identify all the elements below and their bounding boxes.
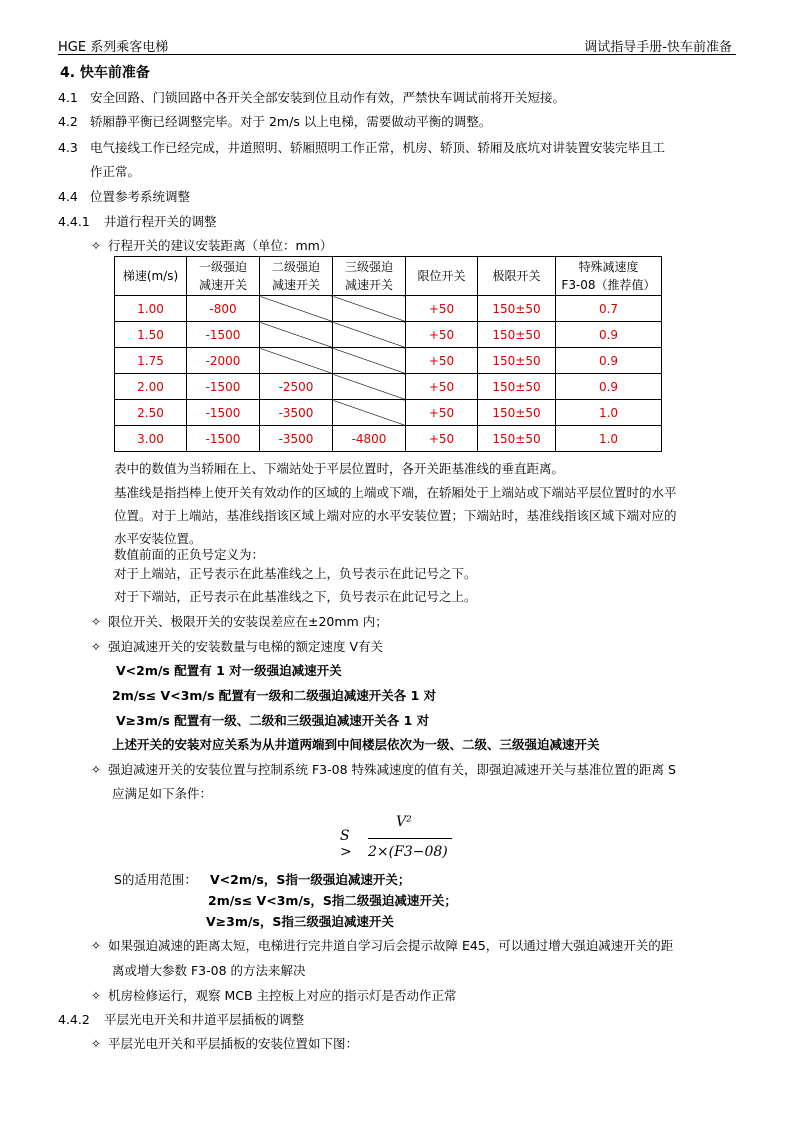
item-number: 4.4.2 [58, 1012, 90, 1027]
table-cell: 1.00 [115, 296, 187, 322]
speed-rule-3: V≥3m/s 配置有一级、二级和三级强迫减速开关各 1 对 [116, 713, 430, 728]
table-row [115, 296, 662, 322]
note-line: 位置。对于上端站，基准线指该区域上端对应的水平安装位置；下端站时，基准线指该区域下端对应的 [114, 508, 677, 523]
table-row [115, 348, 662, 374]
item-text: 轿厢静平衡已经调整完毕。对于 2m/s 以上电梯，需要做动平衡的调整。 [90, 114, 492, 129]
item-4-3-cont: 作正常。 [90, 164, 141, 179]
bullet-tolerance [84, 612, 388, 630]
table-row [115, 322, 662, 348]
note-line: 对于下端站，正号表示在此基准线之下，负号表示在此记号之上。 [114, 589, 477, 604]
header-rule [58, 54, 736, 55]
fraction-bar [368, 838, 452, 839]
table-cell-empty [333, 322, 406, 348]
table-header-cell: 极限开关 [478, 257, 556, 296]
bullet-short-distance [84, 936, 673, 954]
table-cell: 150±50 [478, 374, 556, 400]
note-line: 对于上端站，正号表示在此基准线之上，负号表示在此记号之下。 [114, 566, 477, 581]
bullet-text: 强迫减速开关的安装位置与控制系统 F3-08 特殊减速度的值有关，即强迫减速开关与基准位置的距离 S [108, 762, 676, 777]
bullet-text: 平层光电开关和平层插板的安装位置如下图： [108, 1036, 359, 1051]
table-cell: -1500 [187, 322, 260, 348]
diamond-bullet-icon: ✧ [90, 938, 102, 953]
table-row [115, 400, 662, 426]
bullet-text: 如果强迫减速的距离太短，电梯进行完井道自学习后会提示故障 E45，可以通过增大强迫减速开关的距 [108, 938, 674, 953]
table-cell: -2500 [260, 374, 333, 400]
item-number: 4.1 [58, 90, 78, 105]
speed-rule-1: V<2m/s 配置有 1 对一级强迫减速开关 [116, 663, 342, 678]
bullet-table-title [84, 236, 332, 254]
table-header-cell: 一级强迫 减速开关 [187, 257, 260, 296]
table-header-cell: 特殊减速度 F3-08（推荐值） [556, 257, 662, 296]
diamond-bullet-icon: ✧ [90, 639, 102, 654]
order-note: 上述开关的安装对应关系为从井道两端到中间楼层依次为一级、二级、三级强迫减速开关 [112, 737, 600, 752]
table-cell: 0.7 [556, 296, 662, 322]
table-cell-empty [333, 296, 406, 322]
table-cell: 150±50 [478, 400, 556, 426]
table-cell: 0.9 [556, 322, 662, 348]
bullet-mcb [84, 986, 457, 1004]
diamond-bullet-icon: ✧ [90, 238, 102, 253]
formula-numerator: V² [396, 814, 412, 830]
table-cell: +50 [406, 426, 478, 452]
s-range-1: V<2m/s，S指一级强迫减速开关； [210, 872, 411, 887]
note-line: 数值前面的正负号定义为： [114, 547, 265, 562]
table-cell-empty [333, 348, 406, 374]
note-line: 水平安装位置。 [114, 531, 202, 546]
table-cell: +50 [406, 348, 478, 374]
table-header-cell: 二级强迫 减速开关 [260, 257, 333, 296]
table-cell: -1500 [187, 426, 260, 452]
table-cell: 1.75 [115, 348, 187, 374]
item-number: 4.4 [58, 189, 78, 204]
bullet-position [84, 760, 676, 778]
table-cell: 2.00 [115, 374, 187, 400]
s-range-label: S的适用范围： [114, 872, 197, 887]
table-cell: -3500 [260, 426, 333, 452]
table-cell: 1.0 [556, 400, 662, 426]
item-4-2 [58, 112, 491, 130]
table-cell: -1500 [187, 400, 260, 426]
item-text: 井道行程开关的调整 [104, 214, 217, 229]
note-line: 表中的数值为当轿厢在上、下端站处于平层位置时，各开关距基准线的垂直距离。 [114, 461, 565, 476]
header-left: HGE 系列乘客电梯 [58, 40, 169, 55]
header-right: 调试指导手册-快车前准备 [584, 40, 732, 55]
item-4-4-1 [58, 212, 217, 230]
table-cell-empty [333, 400, 406, 426]
item-text: 电气接线工作已经完成，井道照明、轿厢照明工作正常，机房、轿顶、轿厢及底坑对讲装置安装完毕且工 [90, 140, 666, 155]
table-cell: -3500 [260, 400, 333, 426]
table-cell: 150±50 [478, 322, 556, 348]
bullet-quantity [84, 637, 383, 655]
table-cell: 2.50 [115, 400, 187, 426]
diamond-bullet-icon: ✧ [90, 762, 102, 777]
bullet-position-cont: 应满足如下条件： [112, 786, 213, 801]
section-title: 4. 快车前准备 [60, 65, 150, 81]
formula-lhs: S > [340, 828, 352, 860]
table-cell: 150±50 [478, 348, 556, 374]
table-cell: +50 [406, 400, 478, 426]
speed-rule-2: 2m/s≤ V<3m/s 配置有一级和二级强迫减速开关各 1 对 [112, 688, 437, 703]
table-cell: 3.00 [115, 426, 187, 452]
table-cell: 0.9 [556, 374, 662, 400]
table-cell-empty [333, 374, 406, 400]
switch-distance-table [114, 256, 662, 452]
bullet-text: 行程开关的建议安装距离（单位：mm） [108, 238, 333, 253]
item-text: 安全回路、门锁回路中各开关全部安装到位且动作有效，严禁快车调试前将开关短接。 [90, 90, 566, 105]
bullet-last [84, 1034, 358, 1052]
table-cell-empty [260, 322, 333, 348]
table-cell: -4800 [333, 426, 406, 452]
table-cell: 150±50 [478, 296, 556, 322]
table-header-row [115, 257, 662, 296]
item-text: 平层光电开关和井道平层插板的调整 [104, 1012, 305, 1027]
s-range-3: V≥3m/s，S指三级强迫减速开关 [206, 914, 394, 929]
item-4-4-2 [58, 1010, 304, 1028]
s-range-2: 2m/s≤ V<3m/s，S指二级强迫减速开关； [208, 893, 457, 908]
item-number: 4.4.1 [58, 214, 90, 229]
table-cell: -800 [187, 296, 260, 322]
table-cell: 150±50 [478, 426, 556, 452]
diamond-bullet-icon: ✧ [90, 988, 102, 1003]
item-number: 4.3 [58, 140, 78, 155]
diamond-bullet-icon: ✧ [90, 1036, 102, 1051]
item-text: 位置参考系统调整 [90, 189, 191, 204]
bullet-text: 机房检修运行，观察 MCB 主控板上对应的指示灯是否动作正常 [108, 988, 457, 1003]
formula-denominator: 2×(F3−08) [368, 844, 448, 860]
table-cell: -1500 [187, 374, 260, 400]
bullet-short-cont: 离或增大参数 F3-08 的方法来解决 [112, 963, 306, 978]
table-cell: 1.50 [115, 322, 187, 348]
item-4-1 [58, 88, 565, 106]
table-cell: +50 [406, 322, 478, 348]
item-4-4 [58, 187, 190, 205]
note-line: 基准线是指挡棒上使开关有效动作的区域的上端或下端，在轿厢处于上端站或下端站平层位置时的水平 [114, 485, 677, 500]
table-cell: 0.9 [556, 348, 662, 374]
item-4-3 [58, 138, 665, 156]
table-row [115, 426, 662, 452]
table-cell-empty [260, 296, 333, 322]
table-cell-empty [260, 348, 333, 374]
item-number: 4.2 [58, 114, 78, 129]
table-cell: 1.0 [556, 426, 662, 452]
table-cell: +50 [406, 374, 478, 400]
table-row [115, 374, 662, 400]
bullet-text: 限位开关、极限开关的安装误差应在±20mm 内； [108, 614, 388, 629]
table-cell: -2000 [187, 348, 260, 374]
table-header-cell: 梯速(m/s) [115, 257, 187, 296]
table-header-cell: 限位开关 [406, 257, 478, 296]
table-cell: +50 [406, 296, 478, 322]
table-header-cell: 三级强迫 减速开关 [333, 257, 406, 296]
bullet-text: 强迫减速开关的安装数量与电梯的额定速度 V有关 [108, 639, 384, 654]
diamond-bullet-icon: ✧ [90, 614, 102, 629]
